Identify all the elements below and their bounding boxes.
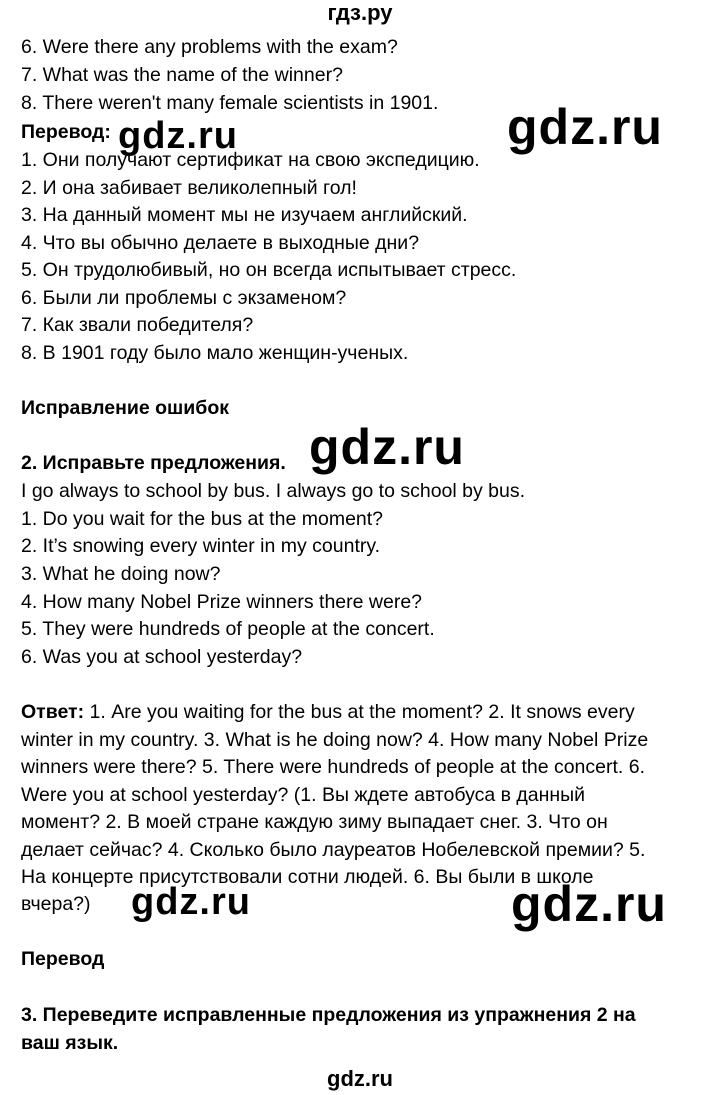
task3-title: 3. Переведите исправленные предложения из упражнения 2 на	[21, 1004, 636, 1026]
answer-text: 1. Are you waiting for the bus at the moment? 2. It snows every	[84, 701, 635, 723]
list-item: 8. There weren't many female scientists in 1901.	[21, 92, 439, 114]
translation-item: 8. В 1901 году было мало женщин-ученых.	[21, 342, 409, 364]
answer-line: вчера?)	[21, 893, 91, 915]
task2-example: I go always to school by bus. I always go to school by bus.	[21, 480, 526, 502]
page-header: гдз.ру	[327, 0, 393, 25]
section-title-translation: Перевод	[21, 948, 105, 970]
list-item: 6. Were there any problems with the exam?	[21, 36, 398, 58]
watermark-logo: gdz.ru	[118, 115, 238, 157]
translation-heading: Перевод:	[21, 121, 111, 143]
section-title-errors: Исправление ошибок	[21, 397, 229, 419]
answer-label: Ответ:	[21, 701, 85, 723]
task2-item: 2. It’s snowing every winter in my country.	[21, 535, 381, 557]
task2-item: 4. How many Nobel Prize winners there were?	[21, 591, 423, 613]
answer-line: winners were there? 5. There were hundreds of people at the concert. 6.	[21, 756, 646, 778]
watermark-logo: gdz.ru	[309, 419, 465, 475]
task2-title: 2. Исправьте предложения.	[21, 452, 286, 474]
translation-item: 6. Были ли проблемы с экзаменом?	[21, 287, 347, 309]
task2-item: 1. Do you wait for the bus at the moment?	[21, 508, 384, 530]
translation-item: 7. Как звали победителя?	[21, 314, 254, 336]
translation-item: 5. Он трудолюбивый, но он всегда испытывает стресс.	[21, 259, 517, 281]
translation-item: 1. Они получают сертификат на свою экспедицию.	[21, 149, 480, 171]
watermark-logo: gdz.ru	[131, 881, 251, 923]
task2-item: 6. Was you at school yesterday?	[21, 646, 303, 668]
task2-item: 5. They were hundreds of people at the concert.	[21, 618, 435, 640]
task3-title: ваш язык.	[21, 1032, 119, 1054]
answer-line: Were you at school yesterday? (1. Вы ждете автобуса в данный	[21, 784, 586, 806]
page-footer: gdz.ru	[327, 1066, 393, 1091]
answer-line: На концерте присутствовали сотни людей. 6. Вы были в школе	[21, 866, 594, 888]
answer-line: winter in my country. 3. What is he doing now? 4. How many Nobel Prize	[21, 729, 649, 751]
list-item: 7. What was the name of the winner?	[21, 64, 343, 86]
translation-item: 4. Что вы обычно делаете в выходные дни?	[21, 232, 420, 254]
answer-line: момент? 2. В моей стране каждую зиму выпадает снег. 3. Что он	[21, 811, 608, 833]
translation-item: 3. На данный момент мы не изучаем английский.	[21, 204, 468, 226]
task2-item: 3. What he doing now?	[21, 563, 221, 585]
watermark-logo: gdz.ru	[507, 99, 663, 155]
answer-line: делает сейчас? 4. Сколько было лауреатов Нобелевской премии? 5.	[21, 839, 646, 861]
answer-line	[21, 700, 635, 724]
translation-item: 2. И она забивает великолепный гол!	[21, 177, 357, 199]
watermark-logo: gdz.ru	[511, 876, 667, 932]
